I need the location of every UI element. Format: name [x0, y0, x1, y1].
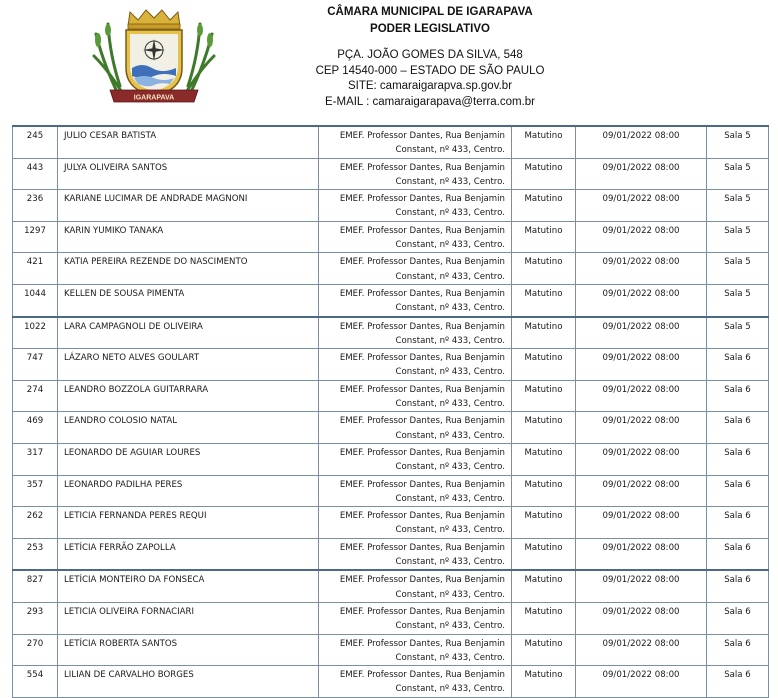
letterhead-text: [230, 4, 630, 110]
exam-location: [319, 475, 512, 507]
candidate-name: LETÍCIA MONTEIRO DA FONSECA: [58, 570, 319, 602]
exam-room: Sala 6: [707, 666, 769, 698]
exam-location-line1: EMEF. Professor Dantes, Rua Benjamin: [339, 670, 505, 681]
candidate-name: LETÍCIA ROBERTA SANTOS: [58, 634, 319, 666]
exam-room: Sala 6: [707, 538, 769, 570]
table-row: [13, 253, 769, 285]
exam-location-line1: EMEF. Professor Dantes, Rua Benjamin: [339, 575, 505, 586]
exam-location-line2: Constant, nº 433, Centro.: [395, 684, 505, 695]
exam-datetime: 09/01/2022 08:00: [576, 349, 707, 381]
candidate-name: LETÍCIA FERRÃO ZAPOLLA: [58, 538, 319, 570]
candidate-name: JULYA OLIVEIRA SANTOS: [58, 158, 319, 190]
exam-datetime: 09/01/2022 08:00: [576, 507, 707, 539]
exam-room: Sala 5: [707, 253, 769, 285]
exam-location: [319, 570, 512, 602]
candidate-allocation-table: [12, 125, 769, 698]
exam-datetime: 09/01/2022 08:00: [576, 475, 707, 507]
exam-datetime: 09/01/2022 08:00: [576, 190, 707, 222]
candidate-name: LEANDRO BOZZOLA GUITARRARA: [58, 380, 319, 412]
candidate-name: LETICIA FERNANDA PERES REQUI: [58, 507, 319, 539]
candidate-name: LÁZARO NETO ALVES GOULART: [58, 349, 319, 381]
exam-datetime: 09/01/2022 08:00: [576, 284, 707, 316]
exam-room: Sala 5: [707, 317, 769, 349]
exam-location-line1: EMEF. Professor Dantes, Rua Benjamin: [339, 288, 505, 299]
exam-location-line2: Constant, nº 433, Centro.: [395, 176, 505, 187]
exam-shift: Matutino: [512, 317, 576, 349]
exam-datetime: 09/01/2022 08:00: [576, 602, 707, 634]
table-row: [13, 507, 769, 539]
candidate-id: 554: [13, 666, 58, 698]
candidate-id: 317: [13, 443, 58, 475]
exam-datetime: 09/01/2022 08:00: [576, 158, 707, 190]
exam-location-line2: Constant, nº 433, Centro.: [395, 335, 505, 346]
exam-datetime: 09/01/2022 08:00: [576, 317, 707, 349]
candidate-name: KELLEN DE SOUSA PIMENTA: [58, 284, 319, 316]
exam-shift: Matutino: [512, 412, 576, 444]
exam-location-line1: EMEF. Professor Dantes, Rua Benjamin: [339, 479, 505, 490]
exam-location-line2: Constant, nº 433, Centro.: [395, 303, 505, 314]
table-row: [13, 602, 769, 634]
exam-location: [319, 538, 512, 570]
exam-location-line1: EMEF. Professor Dantes, Rua Benjamin: [339, 511, 505, 522]
candidate-name: LEONARDO DE AGUIAR LOURES: [58, 443, 319, 475]
exam-location-line1: EMEF. Professor Dantes, Rua Benjamin: [339, 131, 505, 141]
exam-location-line2: Constant, nº 433, Centro.: [395, 145, 505, 156]
candidate-name: LEANDRO COLOSIO NATAL: [58, 412, 319, 444]
exam-datetime: 09/01/2022 08:00: [576, 666, 707, 698]
exam-location-line2: Constant, nº 433, Centro.: [395, 430, 505, 441]
exam-location: [319, 126, 512, 158]
table-row: [13, 317, 769, 349]
exam-datetime: 09/01/2022 08:00: [576, 443, 707, 475]
exam-room: Sala 6: [707, 602, 769, 634]
exam-room: Sala 5: [707, 221, 769, 253]
candidate-id: 245: [13, 126, 58, 158]
exam-location-line1: EMEF. Professor Dantes, Rua Benjamin: [339, 162, 505, 173]
table-row: [13, 284, 769, 316]
exam-location: [319, 412, 512, 444]
exam-shift: Matutino: [512, 634, 576, 666]
candidate-id: 262: [13, 507, 58, 539]
exam-location-line1: EMEF. Professor Dantes, Rua Benjamin: [339, 353, 505, 364]
exam-location: [319, 602, 512, 634]
table-row: [13, 634, 769, 666]
candidate-id: 274: [13, 380, 58, 412]
candidate-id: 1044: [13, 284, 58, 316]
org-site: SITE: camaraigarapva.sp.gov.br: [347, 80, 513, 92]
exam-shift: Matutino: [512, 570, 576, 602]
table-row: [13, 158, 769, 190]
exam-shift: Matutino: [512, 538, 576, 570]
table-row: [13, 221, 769, 253]
candidate-name: KARIN YUMIKO TANAKA: [58, 221, 319, 253]
candidate-id: 357: [13, 475, 58, 507]
exam-location: [319, 158, 512, 190]
exam-room: Sala 6: [707, 380, 769, 412]
candidate-name: LETICIA OLIVEIRA FORNACIARI: [58, 602, 319, 634]
exam-room: Sala 6: [707, 443, 769, 475]
candidate-id: 1297: [13, 221, 58, 253]
exam-room: Sala 6: [707, 349, 769, 381]
exam-location-line2: Constant, nº 433, Centro.: [395, 462, 505, 473]
exam-room: Sala 5: [707, 158, 769, 190]
candidate-name: LILIAN DE CARVALHO BORGES: [58, 666, 319, 698]
exam-room: Sala 6: [707, 475, 769, 507]
table-row: [13, 475, 769, 507]
exam-shift: Matutino: [512, 126, 576, 158]
exam-location-line2: Constant, nº 433, Centro.: [395, 557, 505, 568]
exam-shift: Matutino: [512, 507, 576, 539]
exam-datetime: 09/01/2022 08:00: [576, 570, 707, 602]
exam-location-line1: EMEF. Professor Dantes, Rua Benjamin: [339, 416, 505, 427]
org-name: CÂMARA MUNICIPAL DE IGARAPAVA: [327, 6, 533, 18]
exam-location-line2: Constant, nº 433, Centro.: [395, 525, 505, 536]
svg-text:IGARAPAVA: IGARAPAVA: [133, 94, 175, 102]
exam-location-line1: EMEF. Professor Dantes, Rua Benjamin: [339, 542, 505, 553]
exam-shift: Matutino: [512, 349, 576, 381]
exam-datetime: 09/01/2022 08:00: [576, 412, 707, 444]
candidate-id: 1022: [13, 317, 58, 349]
exam-shift: Matutino: [512, 475, 576, 507]
table-row: [13, 666, 769, 698]
exam-location-line1: EMEF. Professor Dantes, Rua Benjamin: [339, 384, 505, 395]
org-email: E-MAIL : camaraigarapava@terra.com.br: [324, 95, 535, 108]
table-body: [13, 126, 769, 697]
exam-location-line2: Constant, nº 433, Centro.: [395, 208, 505, 219]
table-row: [13, 190, 769, 222]
candidate-id: 827: [13, 570, 58, 602]
exam-location-line2: Constant, nº 433, Centro.: [395, 652, 505, 663]
exam-shift: Matutino: [512, 253, 576, 285]
exam-location-line1: EMEF. Professor Dantes, Rua Benjamin: [339, 321, 505, 332]
exam-location-line1: EMEF. Professor Dantes, Rua Benjamin: [339, 606, 505, 617]
exam-location-line1: EMEF. Professor Dantes, Rua Benjamin: [339, 257, 505, 268]
exam-location-line1: EMEF. Professor Dantes, Rua Benjamin: [339, 447, 505, 458]
candidate-id: 421: [13, 253, 58, 285]
exam-datetime: 09/01/2022 08:00: [576, 221, 707, 253]
exam-location-line2: Constant, nº 433, Centro.: [395, 399, 505, 410]
exam-room: Sala 6: [707, 412, 769, 444]
org-address: PÇA. JOÃO GOMES DA SILVA, 548: [337, 49, 523, 61]
candidate-id: 443: [13, 158, 58, 190]
org-subtitle: PODER LEGISLATIVO: [370, 23, 490, 35]
candidate-id: 236: [13, 190, 58, 222]
exam-location: [319, 253, 512, 285]
exam-shift: Matutino: [512, 284, 576, 316]
table-row: [13, 380, 769, 412]
exam-shift: Matutino: [512, 221, 576, 253]
exam-location: [319, 666, 512, 698]
exam-datetime: 09/01/2022 08:00: [576, 634, 707, 666]
exam-location-line1: EMEF. Professor Dantes, Rua Benjamin: [339, 194, 505, 205]
candidate-id: 253: [13, 538, 58, 570]
exam-shift: Matutino: [512, 380, 576, 412]
candidate-id: 747: [13, 349, 58, 381]
candidate-name: KARIANE LUCIMAR DE ANDRADE MAGNONI: [58, 190, 319, 222]
exam-location: [319, 380, 512, 412]
table-row: [13, 412, 769, 444]
exam-location: [319, 190, 512, 222]
exam-datetime: 09/01/2022 08:00: [576, 538, 707, 570]
exam-datetime: 09/01/2022 08:00: [576, 380, 707, 412]
exam-location: [319, 634, 512, 666]
exam-location: [319, 349, 512, 381]
exam-room: Sala 6: [707, 570, 769, 602]
exam-shift: Matutino: [512, 443, 576, 475]
exam-location: [319, 221, 512, 253]
candidate-id: 293: [13, 602, 58, 634]
exam-shift: Matutino: [512, 190, 576, 222]
exam-shift: Matutino: [512, 602, 576, 634]
table-row: [13, 443, 769, 475]
candidate-name: KATIA PEREIRA REZENDE DO NASCIMENTO: [58, 253, 319, 285]
exam-room: Sala 5: [707, 284, 769, 316]
candidate-id: 270: [13, 634, 58, 666]
candidate-name: JULIO CESAR BATISTA: [58, 126, 319, 158]
exam-location: [319, 507, 512, 539]
exam-location-line1: EMEF. Professor Dantes, Rua Benjamin: [339, 638, 505, 649]
exam-location-line1: EMEF. Professor Dantes, Rua Benjamin: [339, 225, 505, 236]
table-row: [13, 349, 769, 381]
exam-room: Sala 5: [707, 126, 769, 158]
table-row: [13, 126, 769, 158]
exam-room: Sala 6: [707, 507, 769, 539]
table-row: [13, 570, 769, 602]
exam-location: [319, 284, 512, 316]
candidate-id: 469: [13, 412, 58, 444]
exam-location-line2: Constant, nº 433, Centro.: [395, 589, 505, 600]
exam-location-line2: Constant, nº 433, Centro.: [395, 367, 505, 378]
candidate-name: LARA CAMPAGNOLI DE OLIVEIRA: [58, 317, 319, 349]
exam-shift: Matutino: [512, 158, 576, 190]
exam-location: [319, 317, 512, 349]
exam-location-line2: Constant, nº 433, Centro.: [395, 240, 505, 251]
exam-datetime: 09/01/2022 08:00: [576, 126, 707, 158]
exam-location: [319, 443, 512, 475]
municipal-crest-icon: [90, 6, 218, 106]
exam-room: Sala 6: [707, 634, 769, 666]
exam-location-line2: Constant, nº 433, Centro.: [395, 493, 505, 504]
exam-location-line2: Constant, nº 433, Centro.: [395, 271, 505, 282]
candidate-name: LEONARDO PADILHA PERES: [58, 475, 319, 507]
table-row: [13, 538, 769, 570]
exam-room: Sala 5: [707, 190, 769, 222]
exam-shift: Matutino: [512, 666, 576, 698]
exam-datetime: 09/01/2022 08:00: [576, 253, 707, 285]
org-cep: CEP 14540-000 – ESTADO DE SÃO PAULO: [315, 64, 545, 77]
letterhead: [0, 0, 778, 124]
exam-location-line2: Constant, nº 433, Centro.: [395, 621, 505, 632]
